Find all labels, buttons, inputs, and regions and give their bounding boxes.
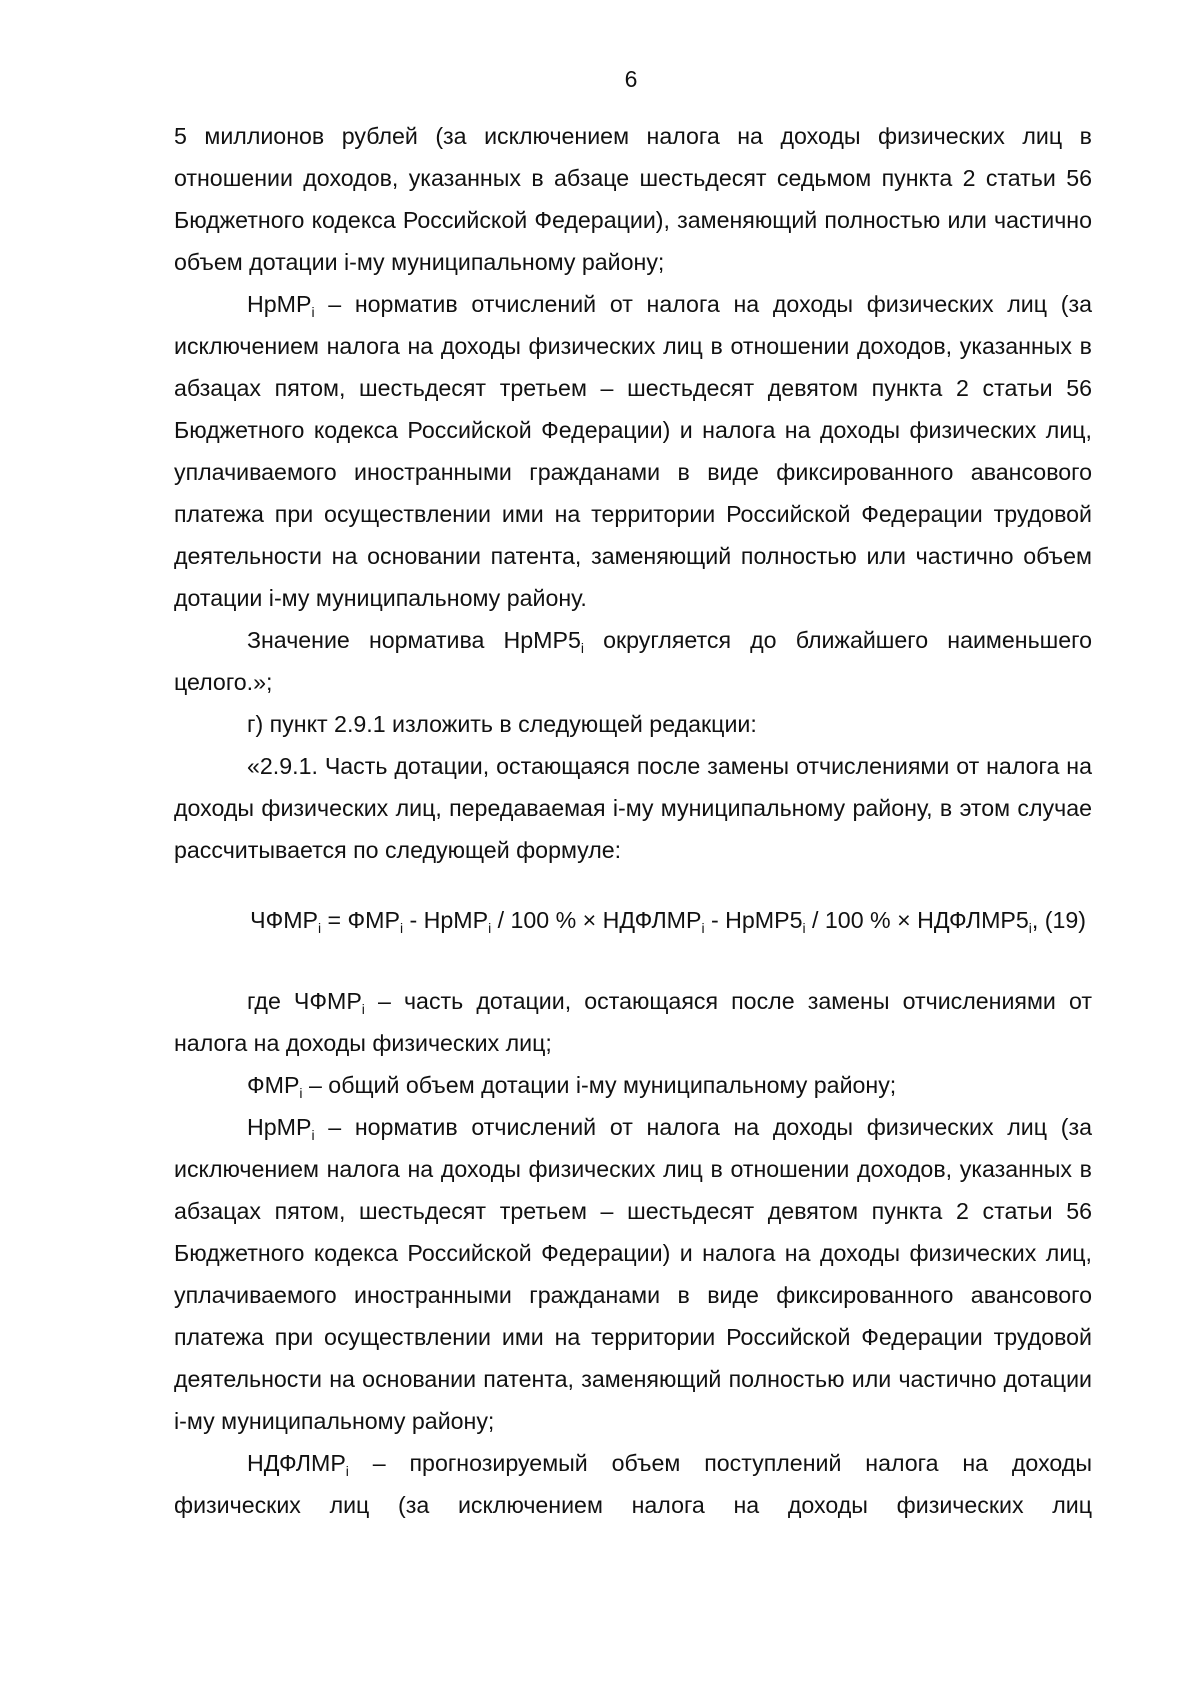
- definition-fmr-paragraph: [174, 1064, 1092, 1106]
- document-body: [174, 115, 1092, 1526]
- formula-term-ndflmr5: / 100 % × НДФЛМР5: [805, 907, 1029, 933]
- amendment-instruction: г) пункт 2.9.1 изложить в следующей редакции:: [247, 711, 757, 737]
- term-fmr: ФМР: [247, 1072, 300, 1098]
- definition-text: – общий объем дотации i-му муниципальному району;: [302, 1072, 897, 1098]
- subscript-i: i: [311, 1126, 315, 1143]
- clause-2-9-1-paragraph: «2.9.1. Часть дотации, остающаяся после замены отчислениями от налога на доходы физических лиц, передаваемая i-му муниципальному району, в этом случае рассчитывается по следующей формуле:: [174, 753, 1092, 863]
- definition-chfmr-start: где ЧФМР: [247, 988, 362, 1014]
- formula-number: , (19): [1031, 907, 1086, 933]
- formula-term-ndflmr: / 100 % × НДФЛМР: [491, 907, 702, 933]
- subscript-i: i: [399, 919, 404, 936]
- paragraph-continuation: 5 миллионов рублей (за исключением налога на доходы физических лиц в отношении доходов, указанных в абзаце шестьдесят седьмом пункта 2 статьи 56 Бюджетного кодекса Российской Федерации), заменяющий полностью или частично объем дотации i-му муниципальному району;: [174, 123, 1092, 275]
- definition-ndflmr-paragraph: [174, 1442, 1092, 1526]
- page-number: 6: [624, 66, 638, 92]
- definition-chfmr-paragraph: [174, 980, 1092, 1064]
- subscript-i: i: [580, 639, 584, 656]
- subscript-i: i: [318, 919, 322, 936]
- formula-term-hrmr: - НрМР: [403, 907, 489, 933]
- definition-text: – прогнозируемый объем поступлений налога на доходы физических лиц (за исключением налога на доходы физических лиц: [174, 1450, 1092, 1518]
- formula-19: [174, 899, 1092, 941]
- subscript-i: i: [701, 919, 705, 936]
- formula-term-fmr: = ФМР: [321, 907, 400, 933]
- rounding-note-start: Значение норматива НрМР5: [247, 627, 581, 653]
- definition-text: – норматив отчислений от налога на доходы физических лиц (за исключением налога на доходы физических лиц в отношении доходов, указанных в абзацах пятом, шестьдесят третьем – шестьдесят девятом пункта 2 статьи 56 Бюджетного кодекса Российской Федерации) и налога на доходы физических лиц, уплачиваемого иностранными гражданами в виде фиксированного авансового платежа при осуществлении ими на территории Российской Федерации трудовой деятельности на основании патента, заменяющий полностью или частично дотации i-му муниципальному району;: [174, 1114, 1092, 1434]
- definition-chfmr-end: – часть дотации, остающаяся после замены отчислениями от налога на доходы физических лиц;: [174, 988, 1092, 1056]
- subscript-i: i: [345, 1462, 349, 1479]
- subscript-i: i: [802, 919, 806, 936]
- formula-term-hrmr5: - НрМР5: [704, 907, 803, 933]
- subscript-i: i: [1028, 919, 1032, 936]
- term-ndflmr: НДФЛМР: [247, 1450, 346, 1476]
- subscript-i: i: [311, 303, 315, 320]
- definition-hrmr-paragraph: [174, 283, 1092, 619]
- definition-text: – норматив отчислений от налога на доходы физических лиц (за исключением налога на доходы физических лиц в отношении доходов, указанных в абзацах пятом, шестьдесят третьем – шестьдесят девятом пункта 2 статьи 56 Бюджетного кодекса Российской Федерации) и налога на доходы физических лиц, уплачиваемого иностранными гражданами в виде фиксированного авансового платежа при осуществлении ими на территории Российской Федерации трудовой деятельности на основании патента, заменяющий полностью или частично объем дотации i-му муниципальному району.: [174, 291, 1092, 611]
- definition-hrmr-paragraph-2: [174, 1106, 1092, 1442]
- subscript-i: i: [488, 919, 492, 936]
- subscript-i: i: [299, 1084, 303, 1101]
- rounding-note-end: округляется до ближайшего наименьшего целого.»;: [174, 627, 1092, 695]
- term-hrmr: НрМР: [247, 1114, 312, 1140]
- rounding-note-paragraph: [174, 619, 1092, 703]
- term-hrmr: НрМР: [247, 291, 312, 317]
- formula-term-chfmr: ЧФМР: [250, 907, 318, 933]
- subscript-i: i: [361, 1000, 365, 1017]
